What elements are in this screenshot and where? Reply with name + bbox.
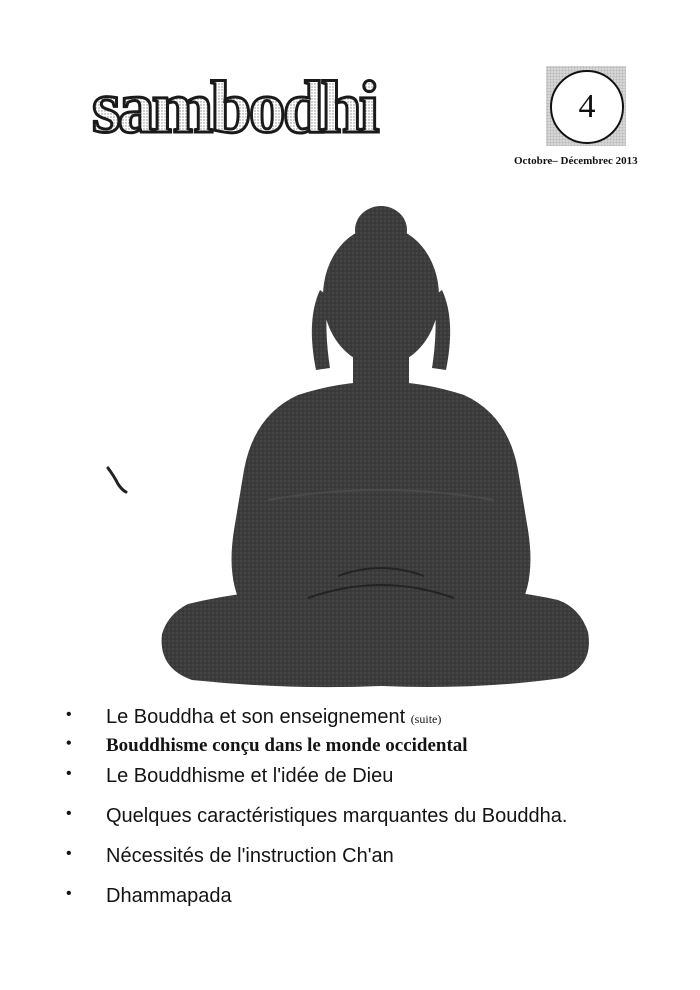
issue-number: 4 bbox=[550, 70, 624, 144]
issue-date: Octobre– Décembrec 2013 bbox=[514, 155, 638, 167]
photocopy-mark bbox=[104, 466, 130, 494]
contents-item-label: Dhammapada bbox=[106, 885, 232, 907]
contents-item bbox=[62, 805, 682, 828]
masthead-logo bbox=[86, 62, 456, 152]
bullet-icon: • bbox=[66, 885, 72, 902]
bullet-icon: • bbox=[66, 845, 72, 862]
contents-item-label: Bouddhisme conçu dans le monde occidental bbox=[106, 735, 468, 756]
contents-item bbox=[62, 706, 682, 729]
bullet-icon: • bbox=[66, 735, 72, 752]
contents-item-label: Nécessités de l'instruction Ch'an bbox=[106, 845, 394, 867]
bullet-icon: • bbox=[66, 765, 72, 782]
contents-item bbox=[62, 735, 682, 757]
masthead-title: sambodhi bbox=[92, 67, 377, 149]
bullet-icon: • bbox=[66, 706, 72, 723]
contents-item-label: Quelques caractéristiques marquantes du Bouddha. bbox=[106, 805, 568, 827]
buddha-statue-image bbox=[148, 200, 594, 692]
contents-item bbox=[62, 885, 682, 908]
contents-item-label: Le Bouddhisme et l'idée de Dieu bbox=[106, 765, 394, 787]
issue-number-box bbox=[546, 66, 626, 146]
contents-item bbox=[62, 845, 682, 868]
contents-item-label: Le Bouddha et son enseignement bbox=[106, 706, 406, 728]
bullet-icon: • bbox=[66, 805, 72, 822]
contents-item bbox=[62, 765, 682, 788]
contents-item-note: (suite) bbox=[410, 712, 442, 726]
contents-list bbox=[62, 706, 682, 908]
